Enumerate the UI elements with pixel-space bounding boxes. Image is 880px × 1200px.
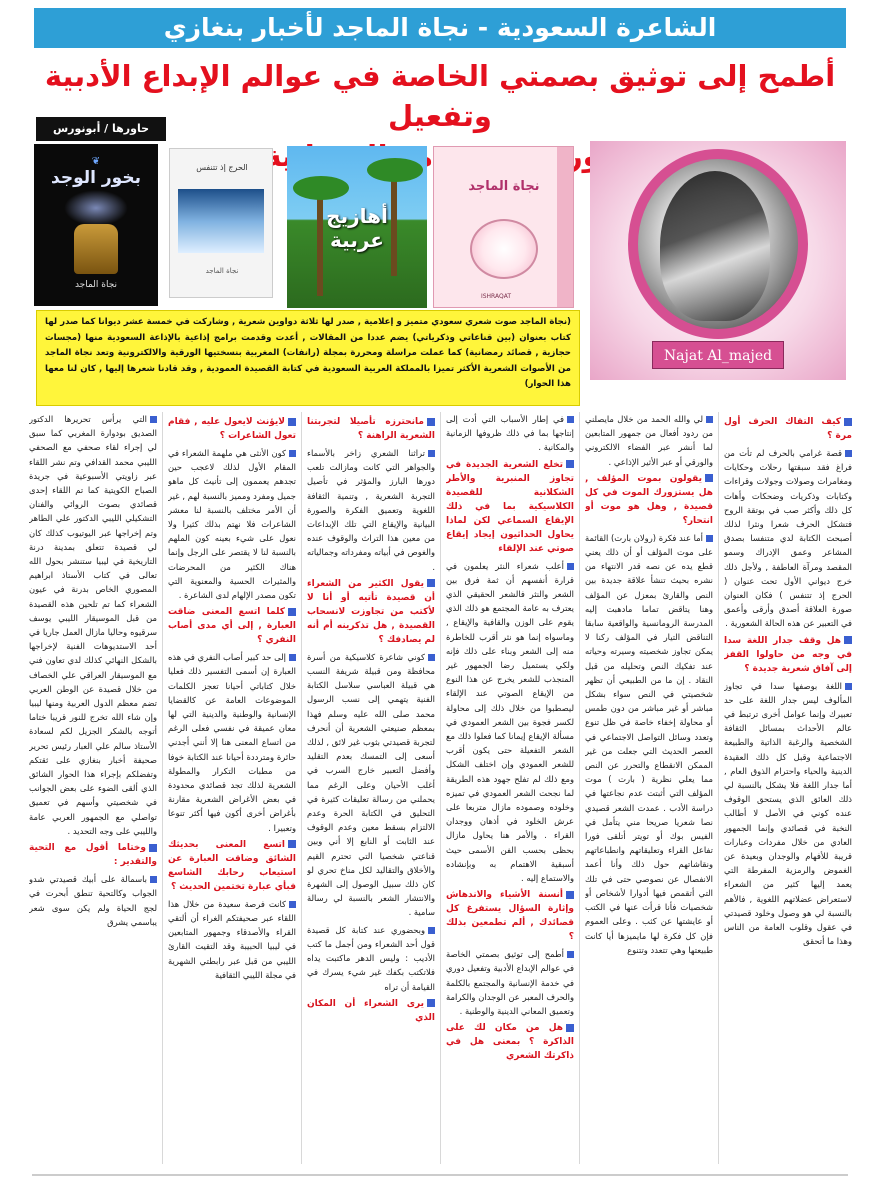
bullet-square-icon [288,840,296,848]
answer-paragraph [168,650,296,835]
book-cover-najat [433,146,574,308]
question-text: مانحترزه تأصيلا لتجربتنا الشعرية الراهنة ؟ [307,417,435,441]
answer-paragraph [446,559,574,886]
photo-figure [660,171,770,321]
question-text: كلما اتسع المعنى ضاقت العبارة , إلى أي مدى أصاب النفري ؟ [168,607,296,646]
bullet-square-icon [288,418,296,426]
question-text: يرى الشعراء أن المكان الذي [307,998,435,1023]
bullet-square-icon [149,844,157,852]
article-column [585,412,713,1164]
paragraph-text: إلى حد كبير أصاب النفري في هذه العبارة إن أسمى التفسير ذلك فعليا خلال كتاباتي أحيانا تعجز الكلمات الموضوعات العامة عن كالقضايا الإنسانية والوطنية والدينية التي لها معان عميقة في نفسي فعلى الرغم من اتساع المعنى هنا إلا أنني أجدني حائرة ومترددة أحيانا عند الكتابة خوفا من مطبات التكرار والمطولة الشعرية لذلك تجد قصائدي محدودة في بعض الأغراض الشعرية مقارنة بأغراض أخرى أكون فيها أكثر تنوعا وتعبيرا . [168,652,296,833]
question-heading [446,888,574,944]
paragraph-text: قصة غرامي بالحرف لم تأت من فراغ فقد سبقتها رحلات وحكايات ومغامرات وصولات وجولات وقراءات وكتابات وذكريات وضحكات وأهات كل ذلك وأكثر صب في بوتقة الروح فتشكل الحرف شعرا ونثرا لذلك أصبحت الكتابة لدي متنفسا بصدق المشاعر وعمق الإدراك وسمو المقصد ومرآة العاطفة , ولأجل ذلك خرج ديواني الأول تحت عنوان ( الحرج إذ تتنفس ) فكان العنوان صورة العلاقة أصدق وأرقى وأعمق في التعبير عن هذه الحالة الشعورية . [724,448,852,629]
article-column [168,412,296,1164]
cover-publisher: ISHRAQAT [480,293,512,300]
answer-paragraph [168,897,296,982]
bullet-square-icon [845,683,852,690]
answer-paragraph [446,947,574,1018]
answer-paragraph [724,679,852,949]
cover-author: نجاة الماجد [74,280,118,290]
question-text: أنسنة الأشياء والاندهاش وإثارة السؤال يستفرغ كل قصائدك , ألم تطمعين بذلك ؟ [446,890,574,943]
paragraph-text: أطمح إلى توثيق بصمتي الخاصة في عوالم الإبداع الأدبية وتفعيل دوري في خدمة الإنسانية والمجتمع بالكلمة والحرف المعبر عن الوجدان والكرامة وتعميق المعاني الدينية والوطنية . [446,949,574,1017]
bullet-square-icon [567,416,574,423]
column-divider [579,412,580,1164]
answer-paragraph [585,531,713,957]
bullet-square-icon [567,951,574,958]
cover-spine [557,147,573,308]
bullet-square-icon [428,927,435,934]
question-heading [585,472,713,528]
smoke-graphic [64,190,128,226]
article-column [446,412,574,1164]
paragraph-text: اللغة بوصفها سدا في تجاوز المألوف ليس جدار اللغة على حد تعبيرك وإنما عوامل أخرى ترتبط في عالم الأحداث بمسائل الثقافة الشخصية والرغبة الذاتية والطبيعة الاجتماعية وقبل كل ذلك العقيدة الدينية والحياء واحترام الذوق العام , أما جدار اللغة فلا يشكل بالنسبة لي ذلك العائق الذي يستحق الوقوف عنده كوني في الأصل لا أطالب النخبة في قصائدي وإنما الجمهور العادي من خلال مفردات وعبارات قريبة للأفهام والوجدان وبعيدة عن الغموض والرمزية المفرطة التي يعمد إليها كثير من الشعراء لاستعراض عضلاتهم اللغوية , فالأهم بالنسبة لي هو وصول وخلود قصيدتي في عقول وقلوب العامة من الناس وهذا ما أتحقق [724,680,852,947]
article-column [307,412,435,1164]
answer-paragraph [446,412,574,455]
bullet-square-icon [289,654,296,661]
incense-burner-graphic [74,224,118,274]
bullet-square-icon [845,450,852,457]
question-heading [168,838,296,894]
photo-name-banner: Najat Al_majed [652,341,784,369]
column-divider [301,412,302,1164]
cover-title: نجاة الماجد [468,179,540,194]
headline-line-2: دوري [539,139,616,173]
paragraph-text: لي والله الحمد من خلال مايصلني من ردود أفعال من جمهور المتابعين لما أنشر عبر الفضاء الالكتروني والورقي أو عبر الأثير الإذاعي . [585,414,713,467]
bullet-square-icon [288,608,296,616]
bullet-square-icon [289,450,296,457]
paragraph-text: تراثنا الشعري زاخر بالأسماء والجواهر التي كانت ومازالت تلعب دورها البارز والمؤثر في تأصيل التجربة الشعرية , وتنمية الثقافة اللغوية وتعميق الفكرة والصورة البيانية والإيقاع التي تلك الإبداعات من معين هذا التراث والوقوف عنده والغوص في أبياته ومفرداته وجمالياته . [307,448,435,572]
paragraph-text: أعلب شعراء النثر يعلمون في قرارة أنفسهم أن ثمة فرق بين الشعر والنثر فالشعر الحقيقي الذي يعترف به عامة المجتمع هو ذلك الذي يقوم على الوزن والقافية والإيقاع , وماسواه إنما هو نثر أقرب للخاطرة منه إلى الشعر وبناء على ذلك فإنه ولكي يستميل رضا الجمهور غير المنجذب للشعر يخرج عن هذا النوع من الإيقاع الصوتي عند الإلقاء ليصطبوا من خلال ذلك إلى محاولة لكسر فجوة بين الشعر العمودي في مسألة الإيقاع إيمانا كما فعلوا ذلك مع الشعر التفعيلة حتى يكون أقرب للشعر العمودي وإن اختلف الشكل ومع ذلك لم تفلح جهود هذه الطريقة لما نجحت الشعر العمودي في تميزه وخلوده وصموده مازال متربعا على عرش الخلود في أذهان ووجدان القراء . والأمر هنا يحاول مازال بحظى بحسب الفن الأسمى حيث أسبقية الاهتمام به وبإنشاده والاستماع إليه . [446,560,574,884]
article-column [724,412,852,1164]
question-text: كيف التقاك الحرف أول مرة ؟ [724,417,852,441]
poet-photo [590,141,846,380]
cover-author: نجاة الماجد [205,267,239,275]
question-text: لايؤنث لايعول عليه , فقام تعول الشاعرات ؟ [168,417,296,441]
bullet-square-icon [567,563,574,570]
interviewer-byline: حاورها / أبونورس [36,117,166,141]
answer-paragraph [168,446,296,602]
bullet-square-icon [427,418,435,426]
bio-box: (نجاة الماجد صوت شعري سعودي متميز و إعلامية , صدر لها ثلاثة دواوين شعرية , وشاركت في خمسة عشر ديوانا كما صدر لها كتاب بعنوان (بين قناعاتي وذكرياتي) يضم عددا من المقالات , أعدت وقدمت برامج إذاعية بالإذاعة السعودية منها (مجسات حجازية , قصائد رمضانية) كما عملت مراسلة ومحررة بمجلة (رانفات) المغربية بنسختيها الورقية والالكترونية وتعد نجاة الماجد من الأصوات الشعرية الأكثر تميزا بالمملكة العربية السعودية في كتابة القصيدة العمودية , وقد قادنا شعرها إليها , كان لنا معها هذا الحوار) [36,310,580,406]
question-text: وختاما أقول مع التحية والتقدير : [29,843,157,868]
article-columns [29,412,852,1164]
bullet-square-icon [844,418,852,426]
question-heading [446,458,574,556]
bullet-square-icon [289,901,296,908]
paragraph-text: كون الأنثى هي ملهمة الشعراء في المقام الأول لذلك لاعجب حين تجدهم يعممون إلى تأنيث كل ماهو جميل ومفرد ومميز بالنسبة لهم , غير أن الأمر مختلف بالنسبة لنا معشر الشاعرات فلا نهتم بذلك كثيرا ولا نعول على شيء بعينه كون الملهم بالنسبة لنا لا يقتصر على الرجل وإنما هناك الكثير من المحرضات والمثيرات الحسية والمعنوية التي تكون مصدر الإلهام لدى الشاعرة . [168,448,296,601]
question-heading [724,415,852,443]
footer-rule [32,1174,848,1176]
answer-paragraph [29,412,157,838]
ornament-icon: ❦ [91,156,101,167]
column-divider [718,412,719,1164]
bullet-square-icon [427,999,435,1007]
headline-line-1: أطمح إلى توثيق بصمتي الخاصة في عوالم الإبداع الأدبية وتفعيل [44,59,836,133]
bullet-square-icon [706,535,713,542]
cover-title: أهازيج عربية [326,204,388,252]
paragraph-text: في إطار الأسباب التي أدت إلى إنتاجها بما في ذلك ظروفها الزمانية والمكانية . [446,414,574,453]
cover-title: بخور الوجد [51,168,141,188]
section-banner: الشاعرة السعودية - نجاة الماجد لأخبار بنغازي [34,8,846,48]
question-heading [168,415,296,443]
book-cover-ahazij [287,146,427,308]
answer-paragraph [585,412,713,469]
question-text: هل من مكان لك على الذاكرة ؟ بمعنى هل في ذاكرتك الشعري [446,1023,574,1062]
book-cover-bakhour-al-wajd [34,144,158,306]
question-heading [168,605,296,647]
column-divider [440,412,441,1164]
bullet-square-icon [844,636,852,644]
answer-paragraph [307,446,435,574]
bullet-square-icon [566,460,574,468]
question-text: هل وقف جدار اللغة سدا في وجه من حاولوا القفز إلى آفاق شعرية جديدة ؟ [724,635,852,674]
bullet-square-icon [428,450,435,457]
book-cover-al-harj [169,148,273,298]
palm-leaves [293,176,349,200]
question-heading [29,841,157,869]
palm-leaves [367,158,423,182]
bullet-square-icon [566,1024,574,1032]
paragraph-text: كوني شاعرة كلاسيكية من أسرة محافظة ومن قبيلة شريفة النسب هي قبيلة العباسي سلاسل الكتابة الفنية يتهمي إلى نسب الرسول محمد صلى الله عليه وسلم فهذا بمعظم صنيعتي الشعرية أن أنحرف لتجربة قصيدتي بثوب غير لائق , لذلك أسعى إلى التمسك بعدم التقليد وأفضل التعبير خارج السرب في أغلب الأحيان وعلى الرغم مما يحملني من رسالة تعليقات كثيرة في التحليق في الكتابة الحرة وعدم الالتزام بسقط معين وعدم الوقوف عند الثابت أو النابع إلا أني وبين قناعتي شخصيا التي تحترم القيم والأخلاق والتقاليد لكل مناخ تحري لو كان ذلك سبيل الوصول إلى الشهرة والانتشار الشعر بالنسبة لي رسالة سامية . [307,651,435,918]
question-heading [307,577,435,647]
bullet-square-icon [706,416,713,423]
question-heading [307,415,435,443]
cover-title: الحرج إذ تتنفس [196,163,248,172]
answer-paragraph [307,650,435,920]
paragraph-text: أما عند فكرة (رولان بارت) القائمة على موت المؤلف أو أن ذلك يعني قطع يده عن نصه قدر الانتهاء من نشره بحيث تنشأ علاقة جديدة بين النص والقارئ بمعزل عن المؤلف وهنا يتاقض تماما مادهبت إليه المدرسة الرومانسية والواقعية سابقا التناقض التيار في المؤلف ركنا لا يمكن تجاوز شخصيته وسيرته وحياته عند تفكيك النص وتحليله من قبل النقاد . إن ما من الطبيعي أن تظهر شخصيتي في النص سواء بشكل مباشر أو غير مباشر من دون طمس أو محاولة إخفاء خاصة في ظل تنوع وتعدد وسائل التواصل الاجتماعي في العصر الحديث التي جعلت من غير الممكن الانقطاع والتحرر عن النص مما يعلي نظرية ( بارت ) موت المؤلف التي أثبتت عدم نجاعتها في دراسة الأدب . عمدت الشعر قصيدي نصا شعريا صريحا مني يتأمل في الفيس بوك أو تويتر أتلقى فورا تفاعل القراء وتعليقاتهم وانطباعاتهم ونقاشاتهم حول ذلك وأنا أعمد الانفصال عن نصوصي حتى في تلك التي أتقمص فيها أدوارا لأشخاص أو شخصيات فأنا قرأت عنها في الكتب أو عايشتها عن كثب . وعلى العموم فإن كل فكرة لها مايميزها أيا كانت طبيعتها وهي تتعدد وتتنوع [585,532,713,955]
question-heading [446,1021,574,1063]
column-divider [162,412,163,1164]
bullet-square-icon [705,474,713,482]
bullet-square-icon [150,876,157,883]
cover-image [178,189,264,253]
question-text: يقول الكثير من الشعراء أن قصيدة تأتيه أو أنا لا لأكتب من تجاوزت لانسحاب القصيدة , هل تذكرينه أم أنه لم يصادفك ؟ [307,578,435,645]
answer-paragraph [29,872,157,929]
question-text: اتسع المعنى بحديثك الشائق وضاقت العبارة عن استيعاب رحابك الشاسع فبأي عبارة تختمين الحديث ؟ [168,839,296,892]
paragraph-text: التي يرأس تحريرها الدكتور الصديق بودوارة المغربي كما سبق لي إجراء لقاء صحفي مع الصحفي الليبي محمد القدافي وتم نشر اللقاء عبر زاويتي الأسبوعية في جريدة الصباح الكويتية كما تم اللقاء إحدى قصائدي بصوت الروائي والفنان التشكيلي الليبي الدكتور علي الطاهر وتم إخراجها عبر اليوتيوب كذلك كان لي قصيدة تتعلق بمدينة درنة التاريخية في ليبيا ستنشر بحول الله تعالى في كتاب الأستاذ ابراهيم المصوري الخاص بدرنة في عيون الشعراء كما تم تلحين هذه القصيدة من قبل الموسيقار الليبي يوسف سرقيوه وحاليا مازال العمل جاريا في أحد الاستديوهات الفنية لإخراجها بالشكل النهائي كذلك لدي تعاون فني مع الموسيقار العراقي علي الخصاف من خلال قصيدة عن الوطن العربي تضم معظم الدول العربية ومنها ليبيا وإن شاء الله تخرج للنور قريبا ختاما أتوجه بالشكر الجزيل لكم لسعادة الأستاذ سالم علي العبار رئيس تحرير صحيفة أخبار بنغازي على ثقتكم وتفضلكم بإجراء هذا الحوار الشائق الذي ألقى الضوء على بعض الجوانب في شخصيتي وأسهم في تعميق تواصلي مع الجمهور العربي عامة والليبي على وجه التحديد . [29,414,157,836]
answer-paragraph [724,446,852,631]
article-column [29,412,157,1164]
question-heading [307,997,435,1025]
paragraph-text: وبحضوري عند كتابة كل قصيدة قول أحد الشعراء ومن أجمل ما كتب الأديب : وليس الدهر ماكتبت يداه فلاتكتب بكفك غير شيء يسرك في القيامة أن تراه [307,924,435,992]
question-text: تخلع الشعرية الجديدة في تجاوز المنبرية والأطر الشكلانية للقصيدة الكلاسيكية بما في ذلك الإيقاع السماعي لكن لماذا يحاول الحداثيون إيجاد إيقاع صوتي عند الإلقاء [446,459,574,554]
question-text: يقولون بموت المؤلف , هل يستزورك الموت في كل قصيدة , وهل هو موت أو انتحار؟ [585,473,713,526]
paragraph-text: باسمالة على أبيك قصيدتي شدو الجواب وكالتحية تنطق أبحرت في لجج الحياة ولم يكن سوى شعر يباسمي يشرق [29,874,157,927]
clock-graphic [470,219,538,279]
answer-paragraph [307,923,435,994]
bullet-square-icon [150,416,157,423]
bullet-square-icon [566,891,574,899]
paragraph-text: كانت فرصة سعيدة من خلال هذا اللقاء عبر صحيفتكم الغراء أن ألتقي القراء والأصدقاء وجمهور المتابعين في ليبيا الحبيبة وقد التقيت القارئ الليبي من قبل عبر رابطتي الشهرية في مجلة الليبي الثقافية [168,898,296,980]
question-heading [724,634,852,676]
bullet-square-icon [427,579,435,587]
bullet-square-icon [428,654,435,661]
